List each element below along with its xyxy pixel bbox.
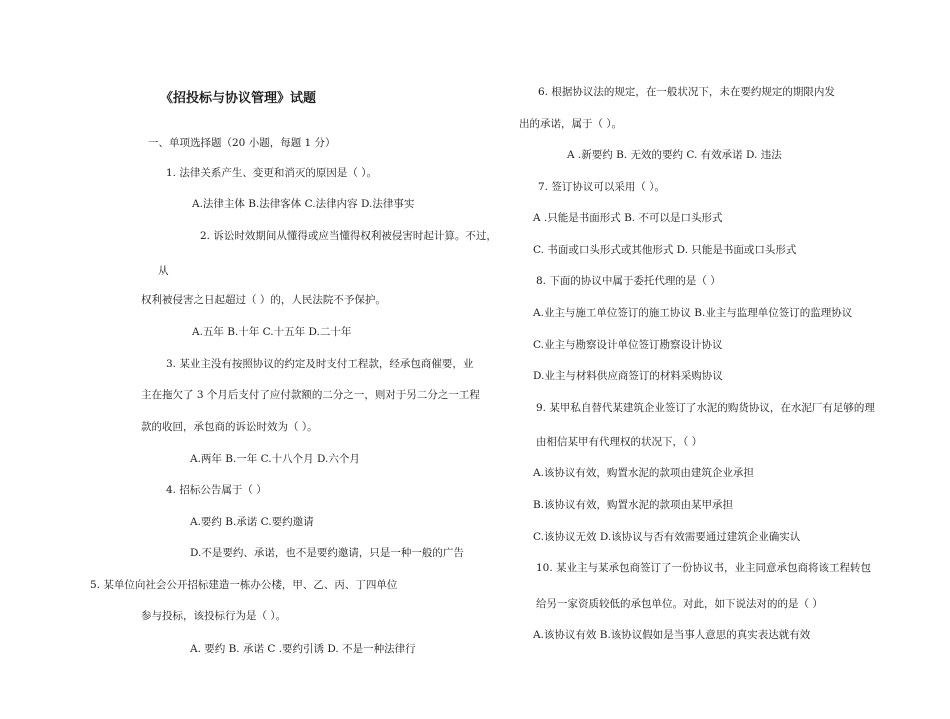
question-8-option-a: A.业主与施工单位签订的施工协议 B.业主与监理单位签订的监理协议 <box>533 307 853 319</box>
question-6-line-1: 6. 根据协议法的规定，在一般状况下，未在要约规定的期限内发 <box>538 86 835 98</box>
question-3-line-1: 3. 某业主没有按照协议的约定及时支付工程款，经承包商催要，业 <box>166 358 474 370</box>
question-3-line-3: 款的收回，承包商的诉讼时效为（ ）。 <box>141 421 318 433</box>
question-8-option-c: C.业主与勘察设计单位签订勘察设计协议 <box>533 339 723 351</box>
question-10-line-1: 10. 某业主与某承包商签订了一份协议书，业主同意承包商将该工程转包 <box>536 562 872 574</box>
exam-title: 《招投标与协议管理》试题 <box>160 91 317 106</box>
question-5-line-1: 5. 某单位向社会公开招标建造一栋办公楼，甲、乙、丙、丁四单位 <box>90 579 398 591</box>
question-7: 7. 签订协议可以采用（ ）。 <box>538 181 665 193</box>
question-3-line-2: 主在拖欠了 3 个月后支付了应付款额的二分之一，则对于另二分之一工程 <box>141 389 480 401</box>
question-3-options: A.两年 B.一年 C.十八个月 D.六个月 <box>190 453 360 465</box>
question-8-option-d: D.业主与材料供应商签订的材料采购协议 <box>533 370 723 382</box>
question-9-option-a: A.该协议有效，购置水泥的款项由建筑企业承担 <box>533 467 754 479</box>
question-4: 4. 招标公告属于（ ） <box>166 484 267 496</box>
question-7-options-2: C. 书面或口头形式或其他形式 D. 只能是书面或口头形式 <box>533 244 797 256</box>
question-7-options-1: A .只能是书面形式 B. 不可以是口头形式 <box>533 212 723 224</box>
question-6-options: A .新要约 B. 无效的要约 C. 有效承诺 D. 违法 <box>567 149 782 161</box>
question-6-line-2: 出的承诺，属于（ ）。 <box>519 118 623 130</box>
question-8: 8. 下面的协议中属于委托代理的是（ ） <box>536 275 721 287</box>
section-heading: 一、单项选择题（20 小题，每题 1 分） <box>148 137 336 149</box>
question-2-line-2: 从 <box>158 265 169 277</box>
question-2-options: A.五年 B.十年 C.十五年 D.二十年 <box>192 326 352 338</box>
question-9-line-2: 由相信某甲有代理权的状况下，（ ） <box>536 436 703 448</box>
question-9-option-b: B.该协议有效，购置水泥的款项由某甲承担 <box>533 499 734 511</box>
question-5-options: A. 要约 B. 承诺 C .要约引诱 D. 不是一种法律行 <box>190 643 416 655</box>
question-1: 1. 法律关系产生、变更和消灭的原因是（ ）。 <box>166 167 377 179</box>
question-9-line-1: 9. 某甲私自替代某建筑企业签订了水泥的购货协议，在水泥厂有足够的理 <box>536 402 875 414</box>
question-2-line-1: 2. 诉讼时效期间从懂得或应当懂得权利被侵害时起计算。不过， <box>200 230 497 242</box>
question-2-line-3: 权利被侵害之日起超过（ ）的，人民法院不予保护。 <box>141 294 386 306</box>
question-5-line-2: 参与投标，该投标行为是（ ）。 <box>141 610 287 622</box>
question-4-options-1: A.要约 B.承诺 C.要约邀请 <box>190 516 314 528</box>
question-1-options: A.法律主体 B.法律客体 C.法律内容 D.法律事实 <box>192 198 415 210</box>
question-10-line-2: 给另一家资质较低的承包单位。对此，如下说法对的的是（ ） <box>536 598 823 610</box>
question-4-options-2: D.不是要约、承诺，也不是要约邀请，只是一种一般的广告 <box>190 547 464 559</box>
question-9-option-c: C.该协议无效 D.该协议与否有效需要通过建筑企业确实认 <box>533 531 801 543</box>
question-10-option-a: A.该协议有效 B.该协议假如是当事人意思的真实表达就有效 <box>533 629 811 641</box>
